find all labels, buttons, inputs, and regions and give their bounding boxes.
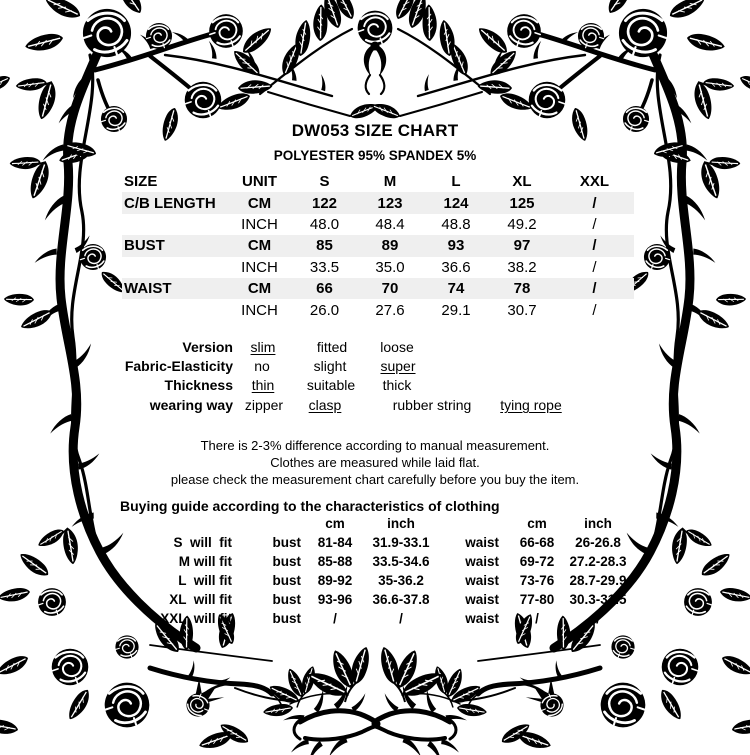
attribute-row-wearing-way: [0, 396, 750, 415]
table-row-waist-cm: [122, 278, 634, 299]
guide-part-label: waist: [465, 592, 499, 607]
guide-row-s: [120, 533, 633, 552]
attribute-option: suitable: [306, 377, 356, 393]
guide-part-label: bust: [272, 535, 301, 550]
unit-cell: CM: [247, 237, 272, 255]
guide-value: 27.2-28.3: [569, 554, 627, 569]
value-cell: /: [592, 215, 597, 233]
attribute-option: slight: [313, 358, 347, 374]
table-row-bust-inch: [122, 257, 634, 278]
guide-part-label: waist: [465, 611, 499, 626]
guide-value: 89-92: [317, 573, 353, 588]
value-cell: 124: [443, 194, 469, 212]
attribute-label: wearing way: [149, 397, 233, 413]
attribute-row-version: [0, 338, 750, 357]
guide-size-label: XL will fit: [169, 592, 232, 607]
value-cell: 97: [513, 237, 531, 255]
value-cell: 70: [381, 280, 399, 298]
guide-part-label: bust: [272, 573, 301, 588]
guide-value: /: [399, 611, 403, 626]
attribute-label: Thickness: [164, 377, 233, 393]
row-label: WAIST: [124, 280, 172, 298]
page-title: DW053 SIZE CHART: [291, 121, 459, 140]
unit-cell: INCH: [241, 215, 278, 233]
attribute-option-selected: super: [380, 358, 416, 374]
guide-col-waist-inch: inch: [584, 516, 612, 531]
value-cell: 125: [509, 194, 535, 212]
guide-part-label: waist: [465, 535, 499, 550]
value-cell: 35.0: [375, 258, 405, 276]
value-cell: 74: [447, 280, 465, 298]
attribute-option: rubber string: [392, 397, 472, 413]
guide-value: /: [333, 611, 337, 626]
attribute-option-selected: thin: [251, 377, 275, 393]
value-cell: 48.0: [309, 215, 340, 233]
value-cell: /: [592, 237, 597, 255]
table-row-cb-length-inch: [122, 214, 634, 235]
unit-cell: INCH: [241, 258, 278, 276]
size-table-header-row: [122, 171, 634, 192]
unit-cell: CM: [247, 194, 272, 212]
buying-guide-header-row: [120, 514, 633, 533]
value-cell: 48.4: [375, 215, 405, 233]
value-cell: /: [592, 194, 597, 212]
guide-value: 31.9-33.1: [372, 535, 430, 550]
table-row-waist-inch: [122, 299, 634, 320]
unit-cell: INCH: [241, 301, 278, 319]
value-cell: 29.1: [441, 301, 471, 319]
value-cell: /: [592, 301, 597, 319]
guide-value: /: [596, 611, 600, 626]
guide-size-label: S will fit: [173, 535, 232, 550]
attribute-option-selected: clasp: [308, 397, 342, 413]
attribute-label: Version: [182, 339, 233, 355]
guide-col-bust-cm: cm: [325, 516, 345, 531]
value-cell: 36.6: [441, 258, 471, 276]
guide-value: 66-68: [519, 535, 555, 550]
col-header-s: S: [319, 173, 330, 191]
guide-part-label: waist: [465, 554, 499, 569]
value-cell: 27.6: [375, 301, 405, 319]
row-label: BUST: [124, 237, 165, 255]
note-line: There is 2-3% difference according to manual measurement.: [200, 438, 550, 453]
guide-value: 36.6-37.8: [372, 592, 430, 607]
guide-size-label: L will fit: [178, 573, 232, 588]
value-cell: 49.2: [507, 215, 537, 233]
attribute-row-fabric-elasticity: [0, 357, 750, 376]
guide-row-m: [120, 552, 633, 571]
attribute-option: thick: [382, 377, 412, 393]
col-header-xl: XL: [512, 173, 532, 191]
attribute-row-thickness: [0, 376, 750, 395]
attribute-label: Fabric-Elasticity: [124, 358, 233, 374]
attribute-option: no: [254, 358, 270, 374]
table-row-bust-cm: [122, 235, 634, 256]
value-cell: 85: [316, 237, 333, 255]
guide-row-l: [120, 571, 633, 590]
value-cell: 89: [381, 237, 399, 255]
guide-part-label: bust: [272, 592, 301, 607]
value-cell: 122: [311, 194, 338, 212]
attribute-option-selected: tying rope: [500, 397, 562, 413]
guide-value: 77-80: [519, 592, 555, 607]
guide-col-bust-inch: inch: [387, 516, 415, 531]
guide-value: 33.5-34.6: [372, 554, 430, 569]
col-header-size: SIZE: [124, 173, 158, 191]
value-cell: 66: [316, 280, 333, 298]
value-cell: 48.8: [441, 215, 471, 233]
attribute-option: loose: [380, 339, 414, 355]
col-header-xxl: XXL: [579, 173, 610, 191]
guide-col-waist-cm: cm: [527, 516, 547, 531]
value-cell: 78: [513, 280, 531, 298]
guide-part-label: bust: [272, 554, 301, 569]
note-line: please check the measurement chart carefully before you buy the item.: [170, 472, 580, 487]
guide-value: /: [535, 611, 539, 626]
value-cell: 26.0: [309, 301, 340, 319]
unit-cell: CM: [247, 280, 272, 298]
attribute-option-selected: slim: [250, 339, 276, 355]
guide-size-label: XXL will fit: [160, 611, 232, 626]
row-label: C/B LENGTH: [124, 194, 216, 212]
buying-guide-table: [120, 514, 633, 628]
value-cell: 93: [447, 237, 465, 255]
guide-part-label: bust: [272, 611, 301, 626]
table-row-cb-length-cm: [122, 192, 634, 213]
value-cell: /: [592, 280, 597, 298]
guide-size-label: M will fit: [178, 554, 232, 569]
guide-row-xxl: [120, 609, 633, 628]
value-cell: 30.7: [507, 301, 537, 319]
col-header-l: L: [451, 173, 461, 191]
guide-value: 81-84: [317, 535, 353, 550]
guide-value: 93-96: [317, 592, 353, 607]
guide-value: 69-72: [519, 554, 555, 569]
attribute-option: fitted: [316, 339, 348, 355]
guide-value: 35-36.2: [378, 573, 424, 588]
value-cell: /: [592, 258, 597, 276]
size-table: [122, 171, 634, 321]
col-header-unit: UNIT: [242, 173, 277, 191]
guide-row-xl: [120, 590, 633, 609]
value-cell: 38.2: [507, 258, 537, 276]
buying-guide-heading: Buying guide according to the characteristics of clothing: [120, 498, 500, 514]
guide-value: 85-88: [317, 554, 353, 569]
guide-value: 28.7-29.9: [569, 573, 627, 588]
value-cell: 33.5: [309, 258, 340, 276]
col-header-m: M: [383, 173, 397, 191]
guide-value: 26-26.8: [575, 535, 621, 550]
attribute-option: zipper: [244, 397, 284, 413]
note-line: Clothes are measured while laid flat.: [270, 455, 480, 470]
guide-value: 73-76: [519, 573, 555, 588]
guide-value: 30.3-31.5: [569, 592, 627, 607]
guide-part-label: waist: [465, 573, 499, 588]
measurement-notes: [0, 437, 750, 488]
fabric-subtitle: POLYESTER 95% SPANDEX 5%: [273, 148, 477, 163]
value-cell: 123: [377, 194, 403, 212]
